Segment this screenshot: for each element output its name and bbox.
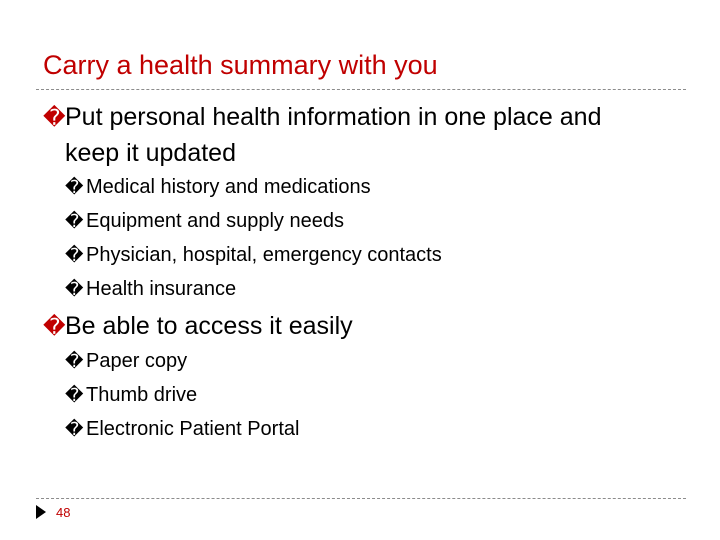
bullet-glyph-icon: �	[65, 211, 84, 232]
bullet-text: Health insurance	[86, 278, 237, 300]
bullet-glyph-icon: �	[43, 315, 66, 340]
bullet-level1	[43, 100, 601, 170]
bullet-text-continuation: keep it updated	[65, 139, 236, 167]
bullet-glyph-icon: �	[65, 279, 84, 300]
title-divider	[36, 89, 686, 90]
bullet-level2	[65, 243, 442, 268]
footer-divider	[36, 498, 686, 499]
bullet-text: Be able to access it easily	[65, 312, 353, 340]
bullet-text: Paper copy	[86, 350, 188, 372]
bullet-glyph-icon: �	[65, 177, 84, 198]
bullet-glyph-icon: �	[43, 106, 66, 131]
bullet-glyph-icon: �	[65, 419, 84, 440]
bullet-text: Put personal health information in one place and	[65, 103, 602, 131]
bullet-text: Medical history and medications	[86, 176, 371, 198]
bullet-level2	[65, 277, 236, 302]
bullet-text: Thumb drive	[86, 384, 198, 406]
bullet-glyph-icon: �	[65, 385, 84, 406]
bullet-level2	[65, 383, 197, 408]
bullet-text: Equipment and supply needs	[86, 210, 344, 232]
bullet-level2	[65, 349, 187, 374]
bullet-level2	[65, 175, 371, 200]
bullet-text: Physician, hospital, emergency contacts	[86, 244, 442, 266]
bullet-level2	[65, 209, 344, 234]
bullet-level2	[65, 417, 299, 442]
bullet-level1	[43, 309, 353, 345]
bullet-glyph-icon: �	[65, 351, 84, 372]
bullet-glyph-icon: �	[65, 245, 84, 266]
footer-arrow-icon	[36, 505, 46, 519]
bullet-text: Electronic Patient Portal	[86, 418, 300, 440]
slide-title: Carry a health summary with you	[43, 50, 438, 80]
page-number: 48	[56, 505, 71, 520]
